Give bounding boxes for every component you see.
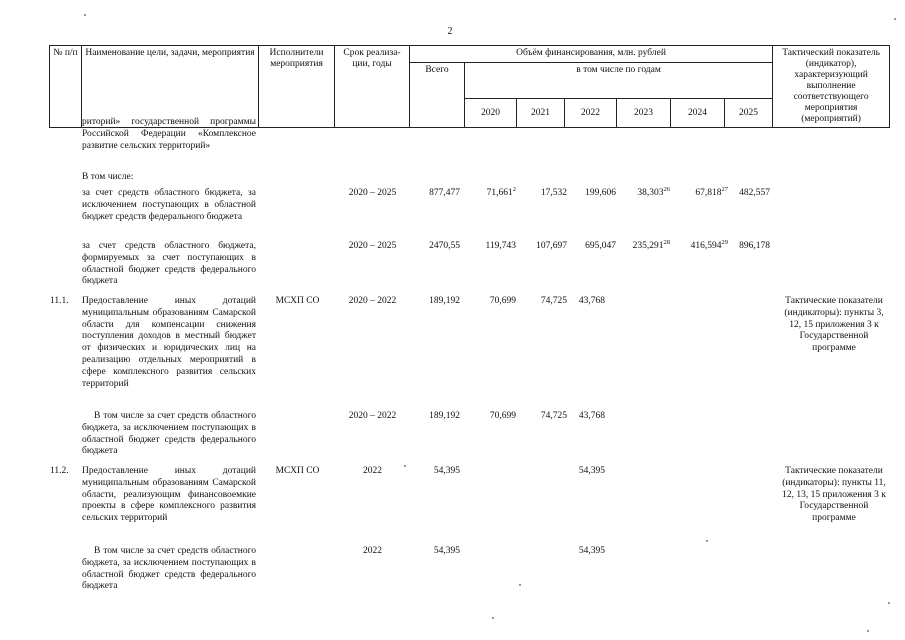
row-0-2024: 67,818$^{27}$: [695, 186, 728, 198]
scan-speck: [867, 630, 869, 632]
row-5-period: 2022: [363, 546, 382, 556]
row-1-2023: 235,291$^{28}$: [632, 239, 670, 251]
row-3-total: 189,192: [429, 411, 460, 421]
row-4-num: 11.2.: [50, 466, 69, 476]
header-period: Срок реализа-ции, годы: [335, 46, 410, 128]
row-4-total: 54,395: [433, 466, 460, 476]
header-year-2022: 2022: [565, 99, 617, 128]
row-1-2024: 416,594$^{29}$: [690, 239, 728, 251]
header-name: Наименование цели, задачи, мероприятия: [82, 46, 259, 128]
row-4-indicator: Тактические показатели (индикаторы): пункты 11, 12, 13, 15 приложения 3 к Государственной программе: [782, 466, 886, 524]
row-2-total: 189,192: [429, 296, 460, 306]
row-2-indicator: Тактические показатели (индикаторы): пункты 3, 12, 15 приложения 3 к Государственной программе: [784, 296, 884, 354]
header-year-2025: 2025: [725, 99, 773, 128]
row-3-2020: 70,699: [489, 411, 516, 421]
header-year-2021: 2021: [517, 99, 565, 128]
row-5-2022: 54,395: [578, 546, 605, 556]
scan-speck: [492, 617, 494, 619]
header-total: Всего: [410, 63, 465, 128]
row-2-executor: МСХП СО: [275, 296, 320, 306]
row-4-period: 2022: [363, 466, 382, 476]
header-num: № п/п: [50, 46, 82, 128]
row-3-2022: 43,768: [578, 411, 605, 421]
row-1-total: 2470,55: [429, 241, 460, 251]
row-0-2020: 71,661$^2$: [486, 186, 516, 198]
row-3-desc: В том числе за счет средств областного бюджета, за исключением поступающих в областной бюджет средств федерального бюджета: [82, 411, 256, 457]
header-year-2023: 2023: [617, 99, 671, 128]
row-5-desc: В том числе за счет средств областного бюджета, за исключением поступающих в областной бюджет средств федерального бюджета: [82, 546, 256, 592]
row-5-total: 54,395: [433, 546, 460, 556]
row-0-2025: 482,557: [739, 188, 770, 198]
scan-speck: [404, 465, 406, 467]
row-2-2021: 74,725: [540, 296, 567, 306]
row-1-2020: 119,743: [485, 241, 516, 251]
header-funding: Объём финансирования, млн. рублей: [410, 46, 773, 63]
row-4-desc: Предоставление иных дотаций муниципальным образованиям Самарской области, реализующим финансовоемкие проекты в сфере комплексного развития сельских территорий: [82, 466, 256, 524]
row-0-2021: 17,532: [540, 188, 567, 198]
row-2-num: 11.1.: [50, 296, 69, 306]
row-4-2022: 54,395: [578, 466, 605, 476]
continuation-text: риторий» государственной программы Российской Федерации «Комплексное развитие сельских территорий»: [82, 117, 256, 151]
scan-speck: [84, 14, 86, 16]
scan-speck: [706, 540, 708, 542]
row-3-2021: 74,725: [540, 411, 567, 421]
scan-speck: [888, 602, 890, 604]
header-indicator: Тактический показатель (индикатор), характеризующий выполнение соответствующего мероприятия (мероприятий): [773, 46, 890, 128]
row-1-period: 2020 – 2025: [348, 241, 397, 251]
row-2-period: 2020 – 2022: [348, 296, 397, 306]
row-1-2021: 107,697: [536, 241, 567, 251]
row-0-2023: 38,303$^{26}$: [637, 186, 670, 198]
row-0-period: 2020 – 2025: [348, 188, 397, 198]
row-3-period: 2020 – 2022: [348, 411, 397, 421]
row-1-desc: за счет средств областного бюджета, формируемых за счет поступающих в областной бюджет средств федерального бюджета: [82, 241, 256, 287]
page-number: 2: [447, 26, 453, 37]
row-2-2020: 70,699: [489, 296, 516, 306]
scan-speck: [894, 18, 896, 20]
row-0-desc: за счет средств областного бюджета, за исключением поступающих в областной бюджет средств федерального бюджета: [82, 188, 256, 222]
table-header: [49, 45, 890, 128]
row-1-2022: 695,047: [585, 241, 616, 251]
row-1-2025: 896,178: [739, 241, 770, 251]
header-executors: Исполнители мероприятия: [259, 46, 335, 128]
scan-speck: [519, 584, 521, 586]
including-label: В том числе:: [82, 172, 134, 182]
header-by-years: в том числе по годам: [465, 63, 773, 99]
header-year-2024: 2024: [671, 99, 725, 128]
header-year-2020: 2020: [465, 99, 517, 128]
row-2-desc: Предоставление иных дотаций муниципальным образованиям Самарской области для компенсации снижения поступления доходов в местный бюджет от физических и юридических лиц на реализацию отдельных мероприятий в сфере комплексного развития сельских территорий: [82, 296, 256, 389]
row-0-total: 877,477: [429, 188, 460, 198]
row-4-executor: МСХП СО: [275, 466, 320, 476]
row-0-2022: 199,606: [585, 188, 616, 198]
row-2-2022: 43,768: [578, 296, 605, 306]
